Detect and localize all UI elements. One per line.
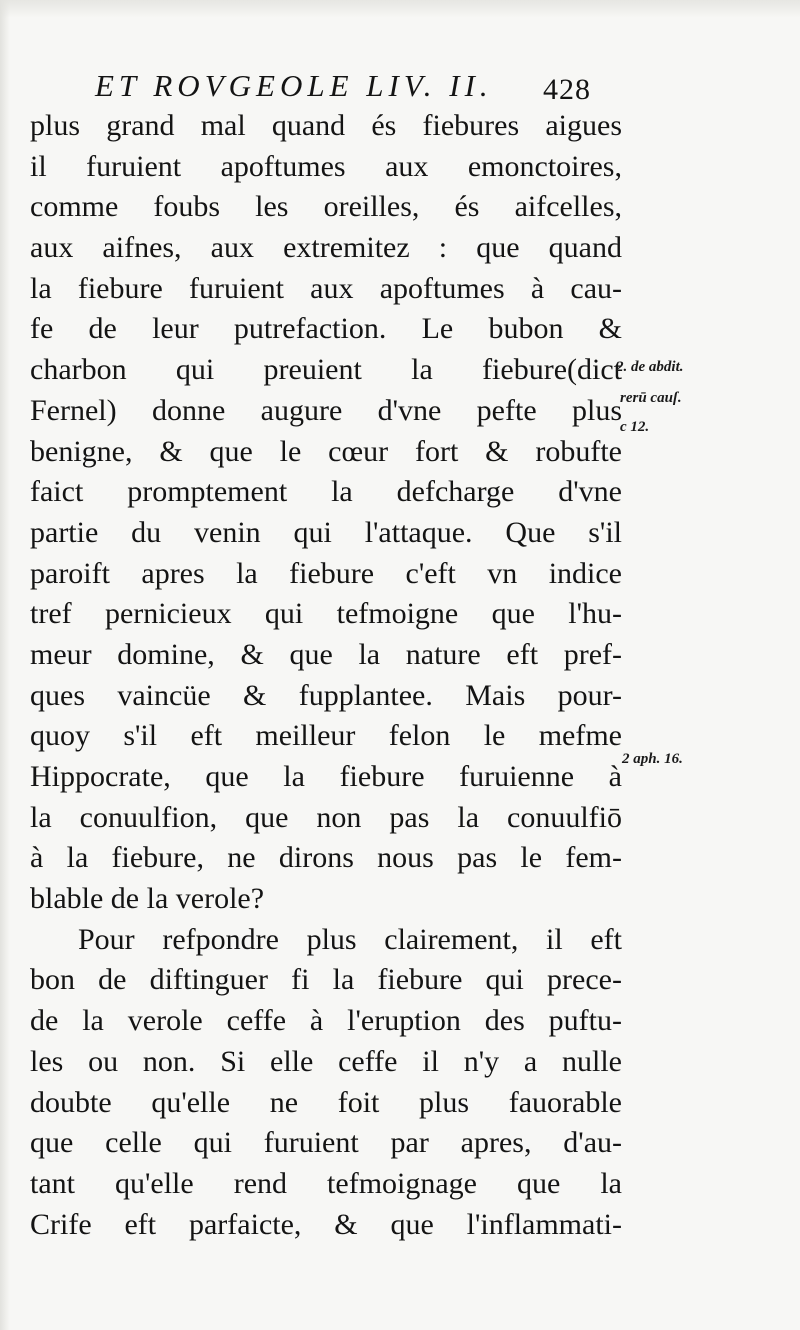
text-line: fe de leur putrefaction. Le bubon & (30, 312, 622, 346)
text-line-paragraph-end: blable de la verole? (30, 882, 265, 916)
margin-note-citation-1-line-2: rerū cauſ. (620, 390, 682, 406)
text-line: comme foubs les oreilles, és aifcelles, (30, 190, 622, 224)
page-edge-shadow-left (0, 0, 10, 1330)
text-line: ques vaincüe & fupplantee. Mais pour- (30, 678, 622, 712)
text-line-paragraph-start: Pour refpondre plus clairement, il eft (78, 922, 622, 956)
text-line: faict promptement la defcharge d'vne (30, 475, 622, 509)
text-line: tant qu'elle rend tefmoignage que la (30, 1166, 622, 1200)
text-line: tref pernicieux qui tefmoigne que l'hu- (30, 597, 622, 631)
text-line: plus grand mal quand és fiebures aigues (30, 109, 622, 142)
text-line: bon de diftinguer fi la fiebure qui prece- (30, 963, 622, 997)
text-line: Crife eft parfaicte, & que l'inflammati- (30, 1207, 622, 1241)
text-line: la fiebure furuient aux apoftumes à cau- (30, 271, 622, 305)
text-line: benigne, & que le cœur fort & robufte (30, 434, 622, 468)
page-number: 428 (543, 73, 591, 106)
text-line: charbon qui preuient la fiebure(dict (30, 353, 622, 387)
text-line: partie du venin qui l'attaque. Que s'il (30, 515, 622, 549)
text-line: que celle qui furuient par apres, d'au- (30, 1126, 622, 1160)
text-line: Hippocrate, que la fiebure furuienne à (30, 760, 622, 793)
text-line: quoy s'il eft meilleur felon le mefme (30, 719, 622, 753)
text-line: de la verole ceffe à l'eruption des puftu- (30, 1004, 622, 1038)
text-line: la conuulfion, que non pas la conuulfiō (30, 800, 622, 834)
text-line: à la fiebure, ne dirons nous pas le fem- (30, 841, 622, 875)
text-line: les ou non. Si elle ceffe il n'y a nulle (30, 1044, 622, 1078)
page-edge-shadow-top (0, 0, 800, 18)
running-head: ET ROVGEOLE LIV. II. (95, 68, 493, 103)
text-line: il furuient apoftumes aux emonctoires, (30, 149, 622, 183)
text-line: meur domine, & que la nature eft pref- (30, 637, 622, 671)
text-line: Fernel) donne augure d'vne pefte plus (30, 393, 622, 427)
text-line: doubte qu'elle ne foit plus fauorable (30, 1085, 622, 1119)
text-line: aux aifnes, aux extremitez : que quand (30, 231, 622, 265)
main-text-block (30, 106, 622, 1245)
margin-note-citation-1-line-3: c 12. (620, 419, 650, 435)
margin-note-citation-2: 2 aph. 16. (622, 751, 683, 767)
margin-note-citation-1-line-1: 2. de abdit. (616, 359, 684, 375)
text-line: paroift apres la fiebure c'eft vn indice (30, 556, 622, 590)
